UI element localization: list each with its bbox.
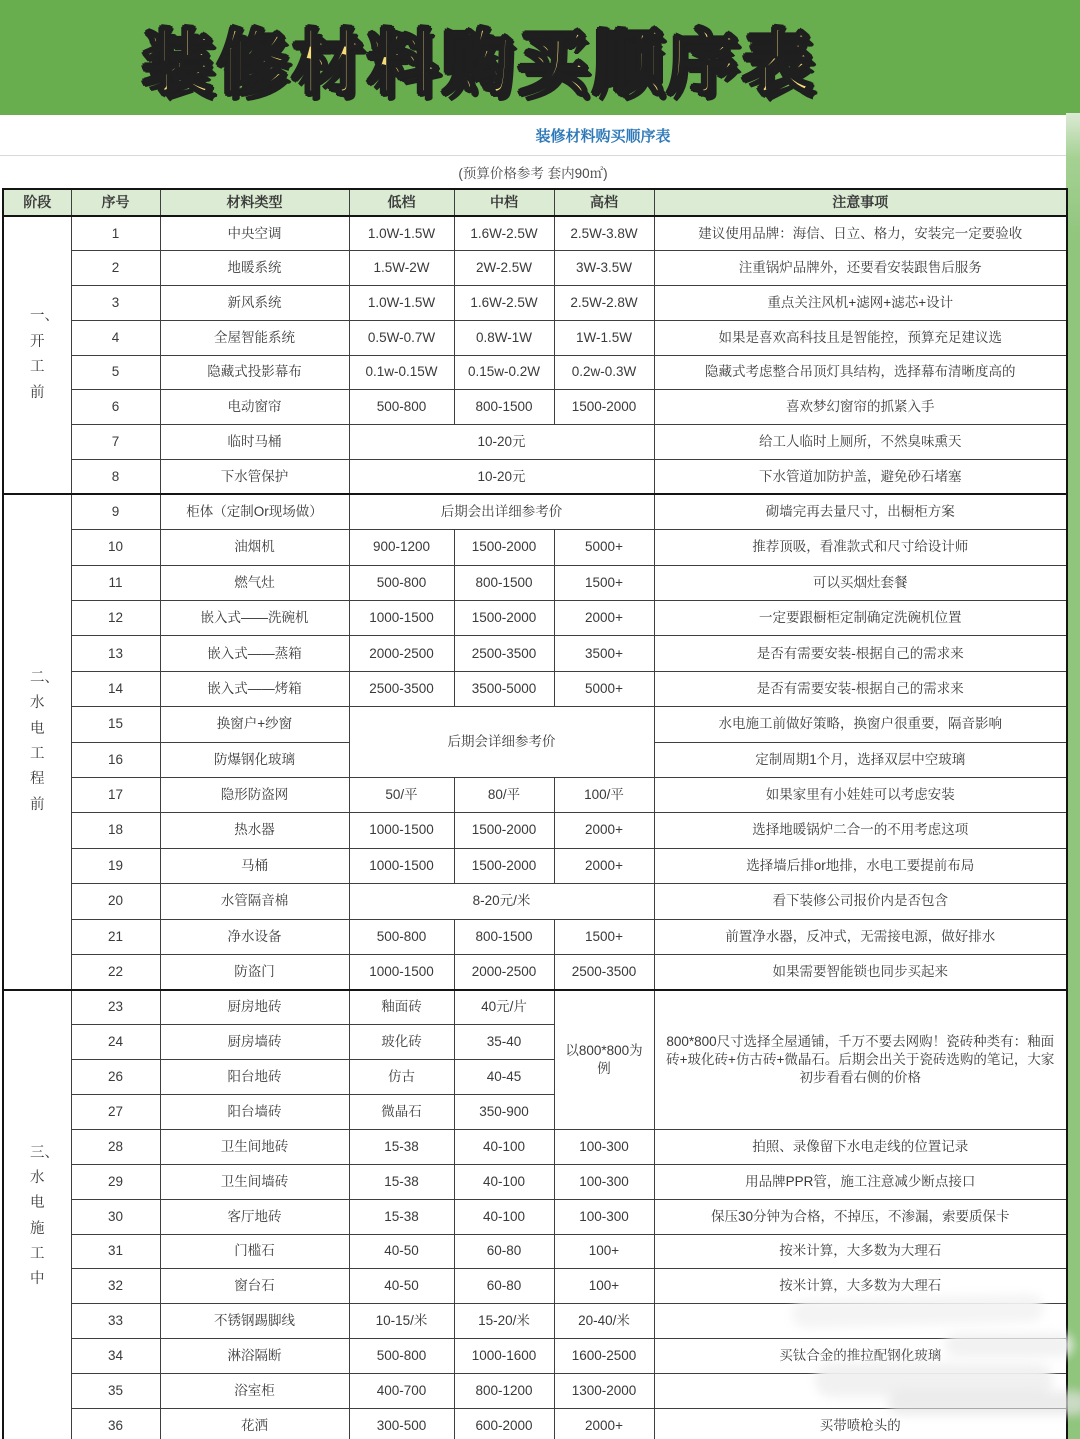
table-cell: 釉面砖 [349, 990, 454, 1025]
table-cell: 1000-1600 [454, 1339, 554, 1374]
table-cell: 1500-2000 [454, 813, 554, 848]
table-cell: 500-800 [349, 919, 454, 954]
table-cell: 地暖系统 [160, 251, 349, 286]
table-row [3, 286, 1067, 321]
table-cell: 净水设备 [160, 919, 349, 954]
table-cell: 全屋智能系统 [160, 320, 349, 355]
table-cell: 17 [71, 778, 160, 813]
table-cell: 嵌入式——蒸箱 [160, 636, 349, 671]
table-cell: 隐藏式投影幕布 [160, 355, 349, 390]
table-row [3, 601, 1067, 636]
table-cell: 15-20/米 [454, 1304, 554, 1339]
table-cell: 30 [71, 1199, 160, 1234]
table-cell: 60-80 [454, 1234, 554, 1269]
table-cell: 前置净水器，反冲式，无需接电源，做好排水 [654, 919, 1067, 954]
table-cell: 0.2w-0.3W [554, 355, 654, 390]
table-cell: 是否有需要安装-根据自己的需求来 [654, 671, 1067, 706]
table-cell: 淋浴隔断 [160, 1339, 349, 1374]
table-cell: 拍照、录像留下水电走线的位置记录 [654, 1129, 1067, 1164]
table-cell: 下水管道加防护盖，避免砂石堵塞 [654, 460, 1067, 495]
table-cell: 3500-5000 [454, 671, 554, 706]
banner [0, 0, 1080, 115]
table-cell: 28 [71, 1129, 160, 1164]
table-cell: 临时马桶 [160, 425, 349, 460]
table-cell: 1500-2000 [554, 390, 654, 425]
table-cell: 15 [71, 707, 160, 742]
table-cell: 浴室柜 [160, 1374, 349, 1409]
table-cell: 5000+ [554, 671, 654, 706]
table-cell: 注重锅炉品牌外，还要看安装跟售后服务 [654, 251, 1067, 286]
table-row [3, 813, 1067, 848]
table-cell [654, 1304, 1067, 1339]
column-header-notes: 注意事项 [654, 189, 1067, 216]
table-cell: 35-40 [454, 1025, 554, 1060]
table-cell: 60-80 [454, 1269, 554, 1304]
table-row [3, 954, 1067, 989]
table-row [3, 530, 1067, 565]
table-cell: 1500-2000 [454, 530, 554, 565]
table-row [3, 425, 1067, 460]
budget-note: (预算价格参考 套内90㎡) [458, 166, 608, 181]
table-row [3, 494, 1067, 529]
table-cell: 如果家里有小娃娃可以考虑安装 [654, 778, 1067, 813]
table-cell: 12 [71, 601, 160, 636]
table-cell: 隐形防盗网 [160, 778, 349, 813]
table-cell: 客厅地砖 [160, 1199, 349, 1234]
table-cell: 5000+ [554, 530, 654, 565]
table-cell: 给工人临时上厕所，不然臭味熏天 [654, 425, 1067, 460]
table-cell: 2000-2500 [454, 954, 554, 989]
table-cell: 300-500 [349, 1409, 454, 1439]
table-cell: 厨房地砖 [160, 990, 349, 1025]
table-cell: 花洒 [160, 1409, 349, 1439]
table-cell: 阳台地砖 [160, 1060, 349, 1095]
table-cell: 1000-1500 [349, 954, 454, 989]
table-cell: 100-300 [554, 1164, 654, 1199]
table-cell: 500-800 [349, 1339, 454, 1374]
budget-note-row [0, 156, 1066, 188]
table-row [3, 565, 1067, 600]
table-cell: 900-1200 [349, 530, 454, 565]
table-cell: 1500-2000 [454, 601, 554, 636]
table-cell: 19 [71, 848, 160, 883]
table-cell: 0.8W-1W [454, 320, 554, 355]
table-row [3, 884, 1067, 919]
table-cell: 保压30分钟为合格，不掉压，不渗漏，索要质保卡 [654, 1199, 1067, 1234]
table-row [3, 1164, 1067, 1199]
table-cell: 80/平 [454, 778, 554, 813]
table-cell [654, 1374, 1067, 1409]
table-cell: 玻化砖 [349, 1025, 454, 1060]
table-row [3, 1409, 1067, 1439]
table-row [3, 216, 1067, 251]
table-cell: 40-100 [454, 1199, 554, 1234]
table-cell: 800-1500 [454, 565, 554, 600]
table-cell: 11 [71, 565, 160, 600]
header-row [3, 189, 1067, 216]
table-cell: 20-40/米 [554, 1304, 654, 1339]
table-cell: 2 [71, 251, 160, 286]
table-cell: 2.5W-3.8W [554, 216, 654, 251]
table-row [3, 990, 1067, 1025]
table-cell: 选择墙后排or地排，水电工要提前布局 [654, 848, 1067, 883]
table-cell: 后期会出详细参考价 [349, 494, 654, 529]
table-cell: 800-1500 [454, 919, 554, 954]
table-cell: 100+ [554, 1234, 654, 1269]
table-cell: 800-1500 [454, 390, 554, 425]
table-cell: 27 [71, 1095, 160, 1130]
table-cell: 燃气灶 [160, 565, 349, 600]
table-cell: 8 [71, 460, 160, 495]
table-cell: 1.0W-1.5W [349, 216, 454, 251]
table-cell: 21 [71, 919, 160, 954]
table-row [3, 355, 1067, 390]
table-cell: 1.5W-2W [349, 251, 454, 286]
table-cell: 100+ [554, 1269, 654, 1304]
table-cell: 36 [71, 1409, 160, 1439]
table-cell: 隐藏式考虑整合吊顶灯具结构，选择幕布清晰度高的 [654, 355, 1067, 390]
table-cell: 建议使用品牌：海信、日立、格力，安装完一定要验收 [654, 216, 1067, 251]
table-cell: 20 [71, 884, 160, 919]
table-cell: 可以买烟灶套餐 [654, 565, 1067, 600]
table-cell: 防盗门 [160, 954, 349, 989]
table-cell: 2000+ [554, 848, 654, 883]
table-cell: 600-2000 [454, 1409, 554, 1439]
table-wrap [0, 188, 1066, 1439]
table-cell: 16 [71, 742, 160, 777]
table-cell: 1500+ [554, 565, 654, 600]
table-row [3, 1234, 1067, 1269]
table-row [3, 848, 1067, 883]
table-row [3, 460, 1067, 495]
table-cell: 6 [71, 390, 160, 425]
table-row [3, 919, 1067, 954]
table-cell: 1.6W-2.5W [454, 216, 554, 251]
table-cell: 22 [71, 954, 160, 989]
table-cell: 厨房墙砖 [160, 1025, 349, 1060]
table-cell: 如果需要智能锁也同步买起来 [654, 954, 1067, 989]
table-cell: 门槛石 [160, 1234, 349, 1269]
table-cell: 3W-3.5W [554, 251, 654, 286]
table-cell: 如果是喜欢高科技且是智能控，预算充足建议选 [654, 320, 1067, 355]
table-cell: 1.6W-2.5W [454, 286, 554, 321]
table-cell: 1600-2500 [554, 1339, 654, 1374]
table-cell: 33 [71, 1304, 160, 1339]
table-cell: 下水管保护 [160, 460, 349, 495]
table-cell: 4 [71, 320, 160, 355]
table-cell: 防爆钢化玻璃 [160, 742, 349, 777]
table-cell: 1000-1500 [349, 848, 454, 883]
table-row [3, 320, 1067, 355]
table-cell: 1.0W-1.5W [349, 286, 454, 321]
table-cell: 29 [71, 1164, 160, 1199]
table-cell: 后期会详细参考价 [349, 707, 654, 778]
table-cell: 卫生间地砖 [160, 1129, 349, 1164]
table-cell: 40-100 [454, 1164, 554, 1199]
table-cell: 15-38 [349, 1199, 454, 1234]
table-cell: 用品牌PPR管，施工注意减少断点接口 [654, 1164, 1067, 1199]
table-cell: 0.15w-0.2W [454, 355, 554, 390]
table-row [3, 1374, 1067, 1409]
table-cell: 2500-3500 [349, 671, 454, 706]
column-header-number: 序号 [71, 189, 160, 216]
table-cell: 40-50 [349, 1269, 454, 1304]
table-cell: 26 [71, 1060, 160, 1095]
table-cell: 马桶 [160, 848, 349, 883]
column-header-high: 高档 [554, 189, 654, 216]
table-cell: 14 [71, 671, 160, 706]
table-row [3, 707, 1067, 742]
table-cell: 10-15/米 [349, 1304, 454, 1339]
table-row [3, 1269, 1067, 1304]
table-cell: 100/平 [554, 778, 654, 813]
table-cell: 换窗户+纱窗 [160, 707, 349, 742]
table-cell: 1500-2000 [454, 848, 554, 883]
table-row [3, 671, 1067, 706]
table-cell: 柜体（定制Or现场做） [160, 494, 349, 529]
table-cell: 窗台石 [160, 1269, 349, 1304]
subtitle-row [0, 115, 1066, 156]
table-cell: 1000-1500 [349, 601, 454, 636]
table-cell: 中央空调 [160, 216, 349, 251]
materials-table [2, 188, 1068, 1439]
table-cell: 0.1w-0.15W [349, 355, 454, 390]
table-cell: 2000+ [554, 601, 654, 636]
stage-label [3, 990, 71, 1439]
table-row [3, 1129, 1067, 1164]
table-cell: 3 [71, 286, 160, 321]
table-cell: 新风系统 [160, 286, 349, 321]
table-cell: 买带喷枪头的 [654, 1409, 1067, 1439]
table-cell: 1000-1500 [349, 813, 454, 848]
table-cell: 油烟机 [160, 530, 349, 565]
banner-title: 装修材料购买顺序表 [142, 24, 818, 102]
table-row [3, 390, 1067, 425]
table-cell: 重点关注风机+滤网+滤芯+设计 [654, 286, 1067, 321]
page-title: 装修材料购买顺序表 [535, 127, 671, 145]
table-cell: 8-20元/米 [349, 884, 654, 919]
table-cell: 100-300 [554, 1199, 654, 1234]
table-cell: 不锈钢踢脚线 [160, 1304, 349, 1339]
table-cell: 微晶石 [349, 1095, 454, 1130]
table-cell: 31 [71, 1234, 160, 1269]
table-cell: 800-1200 [454, 1374, 554, 1409]
table-cell: 5 [71, 355, 160, 390]
table-cell: 15-38 [349, 1164, 454, 1199]
table-cell: 10-20元 [349, 425, 654, 460]
table-cell: 13 [71, 636, 160, 671]
stage-label [3, 494, 71, 989]
table-cell: 3500+ [554, 636, 654, 671]
side-green-strip [1066, 113, 1080, 1439]
table-cell: 一定要跟橱柜定制确定洗碗机位置 [654, 601, 1067, 636]
table-cell: 2W-2.5W [454, 251, 554, 286]
table-cell: 看下装修公司报价内是否包含 [654, 884, 1067, 919]
table-cell: 40-50 [349, 1234, 454, 1269]
column-header-low: 低档 [349, 189, 454, 216]
table-cell: 1W-1.5W [554, 320, 654, 355]
table-cell: 2.5W-2.8W [554, 286, 654, 321]
table-cell: 按米计算，大多数为大理石 [654, 1234, 1067, 1269]
table-cell: 800*800尺寸选择全屋通铺，千万不要去网购！瓷砖种类有：釉面砖+玻化砖+仿古砖+微晶石。后期会出关于瓷砖选购的笔记，大家初步看看右侧的价格 [654, 990, 1067, 1130]
table-cell: 15-38 [349, 1129, 454, 1164]
table-cell: 40元/片 [454, 990, 554, 1025]
table-cell: 35 [71, 1374, 160, 1409]
table-cell: 10 [71, 530, 160, 565]
column-header-stage: 阶段 [3, 189, 71, 216]
table-cell: 1300-2000 [554, 1374, 654, 1409]
table-cell: 2500-3500 [454, 636, 554, 671]
stage-label [3, 216, 71, 494]
table-cell: 0.5W-0.7W [349, 320, 454, 355]
table-cell: 1 [71, 216, 160, 251]
table-cell: 仿古 [349, 1060, 454, 1095]
table-cell: 2000-2500 [349, 636, 454, 671]
table-cell: 500-800 [349, 565, 454, 600]
table-cell: 40-100 [454, 1129, 554, 1164]
table-cell: 2500-3500 [554, 954, 654, 989]
table-cell: 嵌入式——洗碗机 [160, 601, 349, 636]
table-cell: 2000+ [554, 813, 654, 848]
table-cell: 40-45 [454, 1060, 554, 1095]
table-cell: 350-900 [454, 1095, 554, 1130]
table-cell: 1500+ [554, 919, 654, 954]
stage-label-text: 一、开工前 [30, 308, 59, 401]
stage-label-text: 二、水电工程前 [30, 669, 59, 813]
table-cell: 34 [71, 1339, 160, 1374]
column-header-mid: 中档 [454, 189, 554, 216]
table-cell: 电动窗帘 [160, 390, 349, 425]
table-cell: 按米计算，大多数为大理石 [654, 1269, 1067, 1304]
table-cell: 热水器 [160, 813, 349, 848]
table-cell: 32 [71, 1269, 160, 1304]
table-cell: 10-20元 [349, 460, 654, 495]
table-cell: 砌墙完再去量尺寸，出橱柜方案 [654, 494, 1067, 529]
table-cell: 水电施工前做好策略，换窗户很重要，隔音影响 [654, 707, 1067, 742]
table-cell: 500-800 [349, 390, 454, 425]
table-row [3, 636, 1067, 671]
stage-label-text: 三、水电施工中 [30, 1144, 59, 1288]
table-cell: 阳台墙砖 [160, 1095, 349, 1130]
table-cell: 23 [71, 990, 160, 1025]
table-cell: 买钛合金的推拉配钢化玻璃 [654, 1339, 1067, 1374]
table-cell: 100-300 [554, 1129, 654, 1164]
table-row [3, 1199, 1067, 1234]
table-row [3, 1339, 1067, 1374]
table-cell: 50/平 [349, 778, 454, 813]
table-cell: 嵌入式——烤箱 [160, 671, 349, 706]
table-cell: 卫生间墙砖 [160, 1164, 349, 1199]
table-cell: 400-700 [349, 1374, 454, 1409]
column-header-material: 材料类型 [160, 189, 349, 216]
table-row [3, 778, 1067, 813]
table-cell: 24 [71, 1025, 160, 1060]
table-row [3, 251, 1067, 286]
table-cell: 定制周期1个月，选择双层中空玻璃 [654, 742, 1067, 777]
table-cell: 推荐顶吸，看准款式和尺寸给设计师 [654, 530, 1067, 565]
table-cell: 18 [71, 813, 160, 848]
table-cell: 7 [71, 425, 160, 460]
table-cell: 2000+ [554, 1409, 654, 1439]
table-row [3, 1304, 1067, 1339]
table-cell: 水管隔音棉 [160, 884, 349, 919]
table-cell: 以800*800为例 [554, 990, 654, 1130]
table-cell: 9 [71, 494, 160, 529]
table-cell: 选择地暖锅炉二合一的不用考虑这项 [654, 813, 1067, 848]
table-cell: 喜欢梦幻窗帘的抓紧入手 [654, 390, 1067, 425]
table-cell: 是否有需要安装-根据自己的需求来 [654, 636, 1067, 671]
